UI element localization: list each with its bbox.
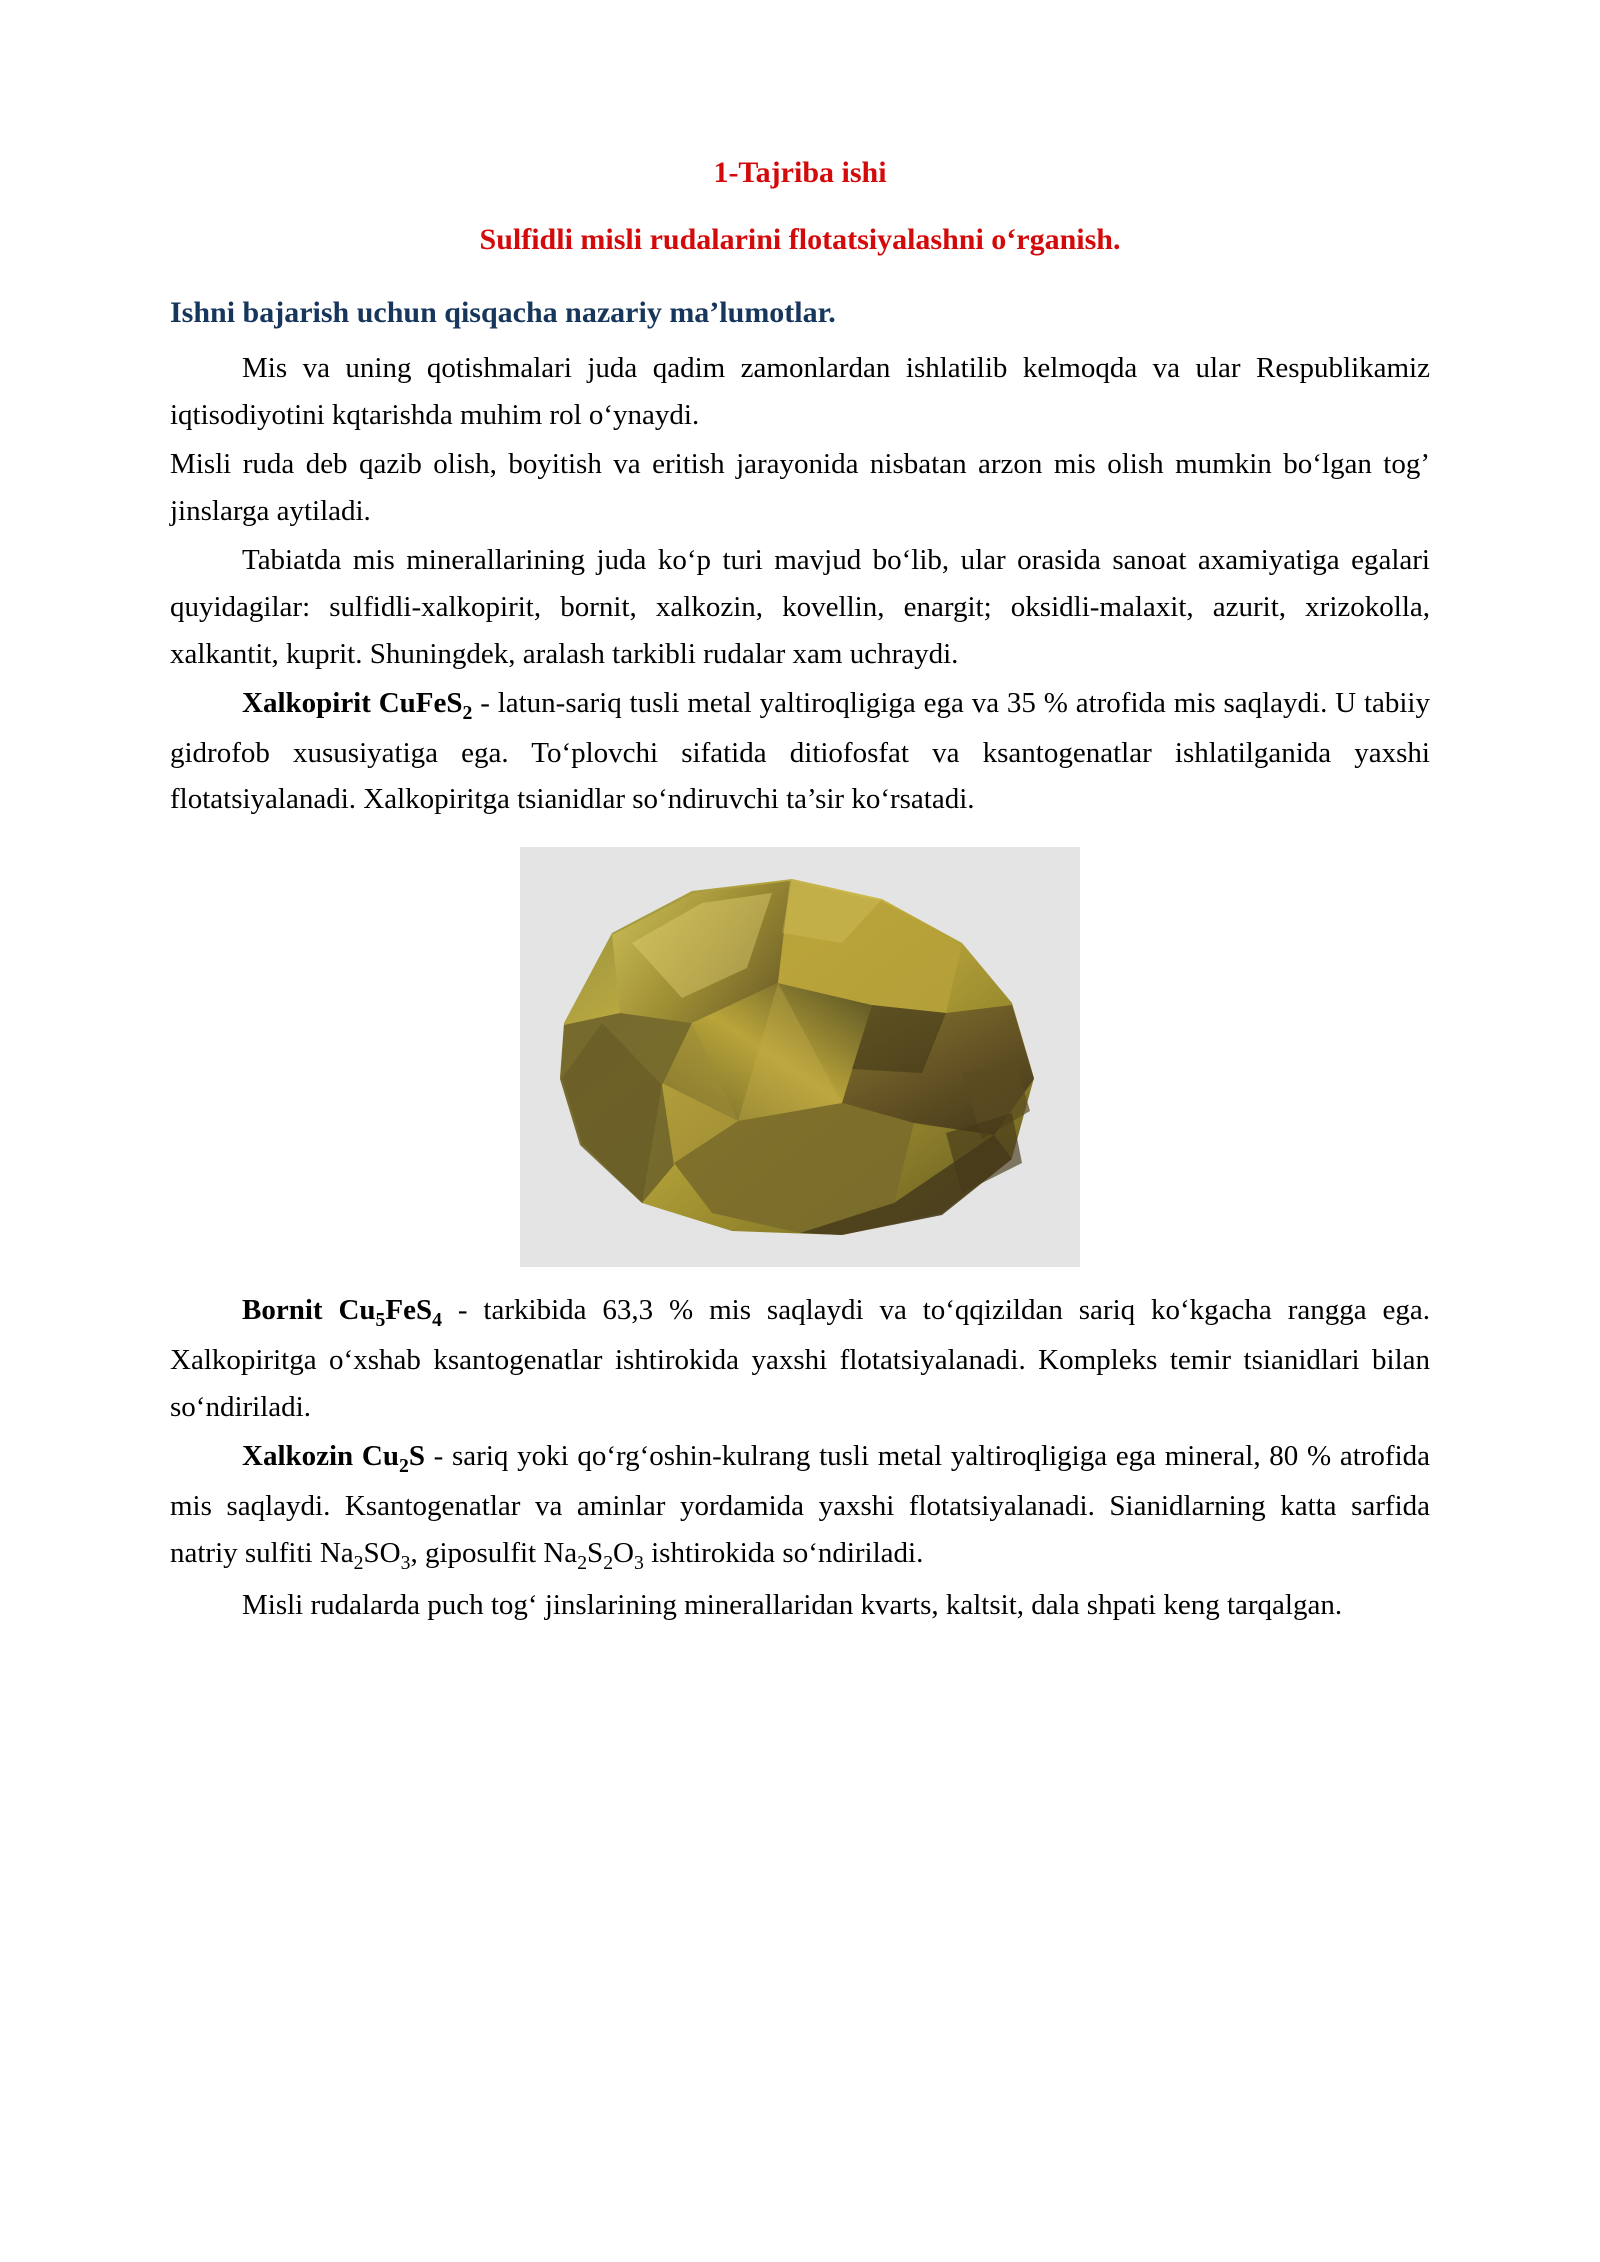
mineral-photo xyxy=(520,847,1080,1267)
section-heading: Ishni bajarish uchun qisqacha nazariy ma’lumotlar. xyxy=(170,296,836,329)
xalkozin-name-part2: S xyxy=(408,1440,425,1473)
figure-chalcopyrite xyxy=(170,847,1430,1267)
formula-na2s2o3-sub2: 2 xyxy=(603,1551,614,1574)
formula-na2s2o3-sub3: 3 xyxy=(634,1551,644,1574)
paragraph-last: Misli rudalarda puch tog‘ jinslarining minerallaridan kvarts, kaltsit, dala shpati keng tarqalgan. xyxy=(242,1588,1343,1621)
xalkozin-text-3: ishtirokida so‘ndiriladi. xyxy=(643,1536,924,1569)
paragraph-xalkopirit xyxy=(170,680,1430,824)
mineral-name-xalkopirit: Xalkopirit CuFeS xyxy=(242,686,463,719)
page-subtitle: Sulfidli misli rudalarini flotatsiyalashni o‘rganish. xyxy=(479,223,1121,256)
formula-na2so3-sub2: 3 xyxy=(400,1551,411,1574)
formula-na2so3-mid: SO xyxy=(363,1536,401,1569)
mineral-text-bornit: - tarkibida 63,3 % mis saqlaydi va to‘qqizildan sariq ko‘kgacha rangga ega. Xalkopiritga o‘xshab ksantogenatlar ishtirokida yaxshi flotatsiyalanadi. Kompleks temir tsianidlari bilan so‘ndiriladi. xyxy=(170,1294,1430,1424)
paragraph-bornit xyxy=(170,1287,1430,1431)
sub-5: 5 xyxy=(375,1309,386,1332)
bornit-name-part1: Bornit Cu xyxy=(242,1294,376,1327)
xalkozin-name-part1: Xalkozin Cu xyxy=(242,1440,399,1473)
paragraph-2: Misli ruda deb qazib olish, boyitish va eritish jarayonida nisbatan arzon mis olish mumkin bo‘lgan tog’ jinslarga aytiladi. xyxy=(170,447,1430,527)
xalkozin-text-1: - sariq yoki qo‘rg‘oshin-kulrang tusli metal yaltiroqligiga ega mineral, 80 % atrofida mis saqlaydi. Ksantogenatlar va aminlar yordamida yaxshi flotatsiyalanadi. Sianidlarning katta sarfida natriy sulfiti Na xyxy=(170,1440,1430,1569)
page-title: 1-Tajriba ishi xyxy=(713,156,887,189)
chalcopyrite-illustration xyxy=(542,873,1058,1245)
mineral-formula-sub xyxy=(462,687,473,724)
mineral-name-xalkozin xyxy=(242,1440,425,1477)
paragraph-xalkozin xyxy=(170,1433,1430,1579)
xalkozin-text-2: , giposulfit Na xyxy=(410,1536,578,1569)
sub-2b: 2 xyxy=(398,1454,409,1477)
formula-na2s2o3-sub1: 2 xyxy=(577,1551,588,1574)
formula-na2so3-sub1: 2 xyxy=(353,1551,364,1574)
paragraph-3: Tabiatda mis minerallarining juda ko‘p turi mavjud bo‘lib, ular orasida sanoat axamiyatiga egalari quyidagilar: sulfidli-xalkopirit, bornit, xalkozin, kovellin, enargit; oksidli-malaxit, azurit, xrizokolla, xalkantit, kuprit. Shuningdek, aralash tarkibli rudalar xam uchraydi. xyxy=(170,543,1430,670)
formula-na2s2o3-end: O xyxy=(613,1536,634,1569)
bornit-name-part2: FeS xyxy=(385,1294,433,1327)
sub-2: 2 xyxy=(462,701,473,724)
sub-4: 4 xyxy=(432,1309,442,1332)
rock-image xyxy=(542,873,1058,1245)
mineral-text-xalkopirit: - latun-sariq tusli metal yaltiroqligiga ega va 35 % atrofida mis saqlaydi. U tabiiy gidrofob xususiyatiga ega. To‘plovchi sifatida ditiofosfat va ksantogenatlar ishlatilganida yaxshi flotatsiyalanadi. Xalkopiritga tsianidlar so‘ndiruvchi ta’sir ko‘rsatadi. xyxy=(170,686,1430,816)
paragraph-1: Mis va uning qotishmalari juda qadim zamonlardan ishlatilib kelmoqda va ular Respublikamiz iqtisodiyotini kqtarishda muhim rol o‘ynaydi. xyxy=(170,352,1430,431)
formula-na2s2o3-mid: S xyxy=(587,1536,604,1569)
mineral-name-bornit xyxy=(242,1294,442,1332)
